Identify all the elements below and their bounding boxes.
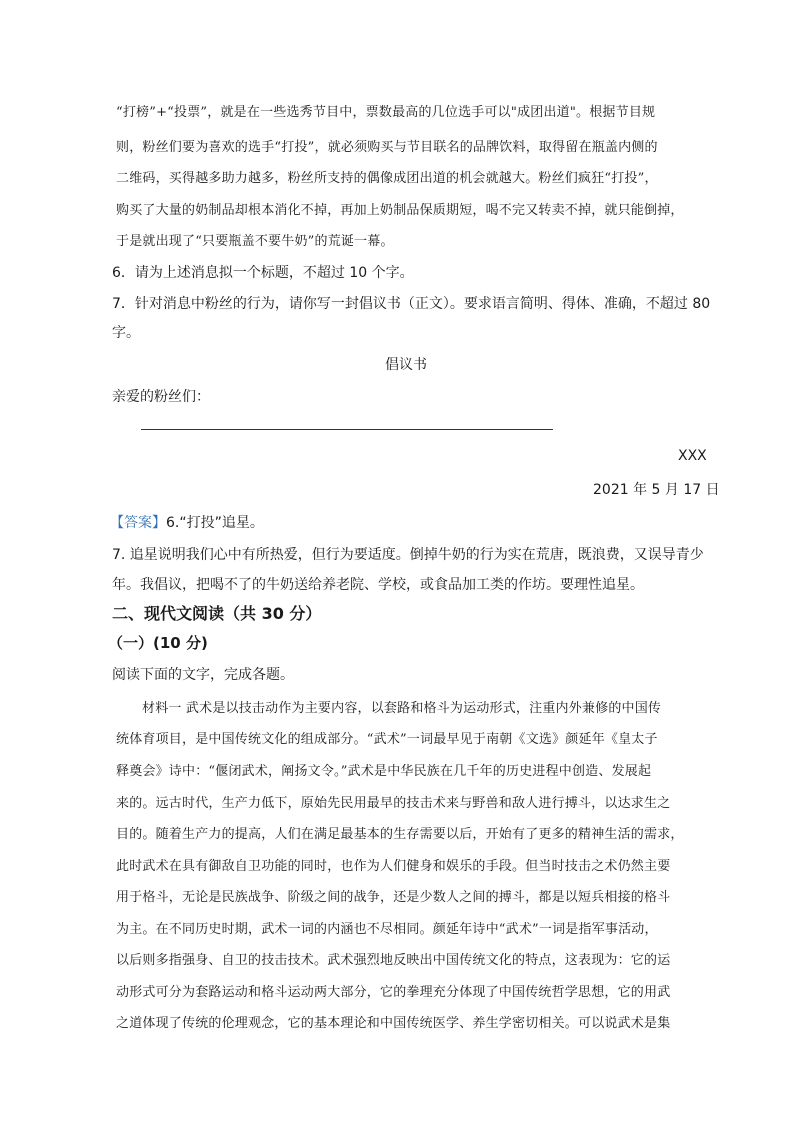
answer-7-line-1: 7. 追星说明我们心中有所热爱，但行为要适度。倒掉牛奶的行为实在荒唐，既浪费，又误导青少 — [112, 547, 704, 563]
material-line: 之道体现了传统的伦理观念，它的基本理论和中国传统医学、养生学密切相关。可以说武术是集 — [116, 1016, 671, 1031]
material-line: 动形式可分为套路运动和格斗运动两大部分，它的拳理充分体现了中国传统哲学思想，它的用武 — [116, 985, 671, 1000]
material-line: 此时武术在具有御敌自卫功能的同时，也作为人们健身和娱乐的手段。但当时技击之术仍然主要 — [116, 859, 671, 874]
material-line: 以后则多指强身、自卫的技击技术。武术强烈地反映出中国传统文化的特点，这表现为：它的运 — [116, 953, 671, 968]
answer-tag: 【答案】 — [110, 515, 166, 531]
passage-line: 二维码，买得越多助力越多，粉丝所支持的偶像成团出道的机会就越大。粉丝们疯狂“打投”， — [116, 171, 658, 186]
material-line: 统体育项目，是中国传统文化的组成部分。“武术”一词最早见于南朝《文选》颜延年《皇太子 — [116, 732, 658, 747]
answer-6 — [110, 512, 700, 532]
question-6: 6．请为上述消息拟一个标题，不超过 10 个字。 — [112, 265, 414, 281]
letter-title: 倡议书 — [385, 357, 427, 373]
passage-line: 于是就出现了“只要瓶盖不要牛奶”的荒诞一幕。 — [116, 234, 394, 249]
material-line: 用于格斗，无论是民族战争、阶级之间的战争，还是少数人之间的搏斗，都是以短兵相接的格斗 — [116, 890, 671, 905]
passage-line: 则，粉丝们要为喜欢的选手“打投”，就必须购买与节目联名的品牌饮料，取得留在瓶盖内侧的 — [116, 140, 658, 155]
sub-section-heading: （一）(10 分) — [108, 634, 208, 652]
passage-line: “打榜”+“投票”，就是在一些选秀节目中，票数最高的几位选手可以"成团出道"。根据节目规 — [116, 105, 656, 120]
material-line: 目的。随着生产力的提高，人们在满足最基本的生存需要以后，开始有了更多的精神生活的需求， — [116, 827, 684, 842]
section-heading: 二、现代文阅读（共 30 分） — [112, 604, 322, 623]
material-line: 释奠会》诗中：“偃闭武术，阐扬文令。”武术是中华民族在几千年的历史进程中创造、发展起 — [116, 764, 652, 779]
letter-salutation: 亲爱的粉丝们： — [112, 389, 210, 405]
material-line: 来的。远古时代，生产力低下，原始先民用最早的技击术来与野兽和敌人进行搏斗，以达求生之 — [116, 796, 671, 811]
answer-blank-line — [141, 429, 553, 430]
letter-date: 2021 年 5 月 17 日 — [593, 482, 720, 498]
question-7-line-2: 字。 — [112, 325, 140, 341]
material-line: 为主。在不同历史时期，武术一词的内涵也不尽相同。颜延年诗中“武术”一词是指军事活动， — [116, 922, 658, 937]
reading-instruction: 阅读下面的文字，完成各题。 — [112, 667, 294, 683]
material-line: 材料一 武术是以技击动作为主要内容，以套路和格斗为运动形式，注重内外兼修的中国传 — [142, 701, 662, 716]
passage-line: 购买了大量的奶制品却根本消化不掉，再加上奶制品保质期短，喝不完又转卖不掉，就只能倒掉， — [116, 203, 684, 218]
question-7-line-1: 7．针对消息中粉丝的行为，请你写一封倡议书（正文）。要求语言简明、得体、准确，不超过 80 — [112, 296, 711, 312]
answer-6-text: 6.“打投”追星。 — [166, 515, 264, 531]
answer-7-line-2: 年。我倡议，把喝不了的牛奶送给养老院、学校，或食品加工类的作坊。要理性追星。 — [112, 577, 644, 593]
letter-signature: XXX — [678, 448, 707, 464]
